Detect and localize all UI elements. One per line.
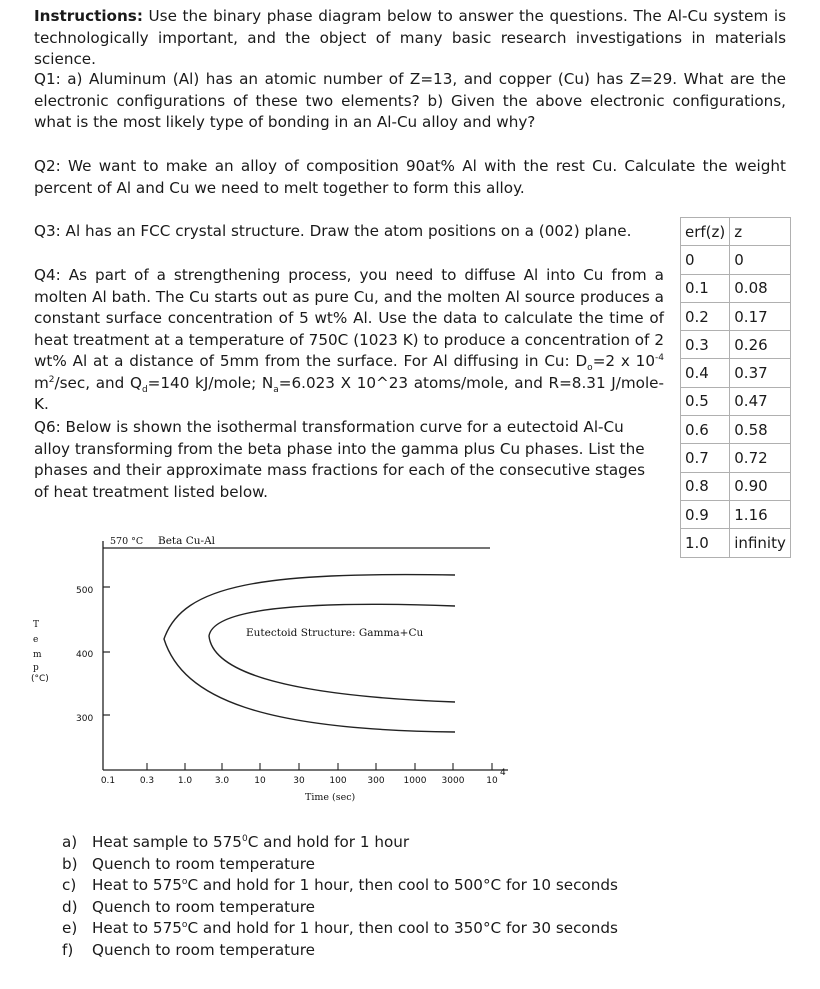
- y-label-m: m: [33, 650, 42, 660]
- z-cell: 0.58: [730, 416, 791, 444]
- heat-treatment-steps: [62, 832, 618, 962]
- step-label: c): [62, 876, 77, 895]
- erf-cell: 0.9: [681, 500, 730, 528]
- z-cell: 0.17: [730, 302, 791, 330]
- erf-table-row: [681, 529, 791, 557]
- question-2: Q2: We want to make an alloy of composition 90at% Al with the rest Cu. Calculate the weight percent of Al and Cu we need to melt together to form this alloy.: [34, 157, 786, 197]
- z-cell: 1.16: [730, 500, 791, 528]
- beta-label: Beta Cu-Al: [158, 535, 216, 547]
- x-tick-label: 10: [254, 776, 266, 786]
- step-item: [62, 897, 618, 919]
- z-cell: 0: [730, 246, 791, 274]
- erf-cell: erf(z): [681, 218, 730, 246]
- erf-table-header: [681, 218, 791, 246]
- instructions-paragraph: [34, 6, 786, 71]
- erf-table: [680, 217, 791, 558]
- y-label-e: e: [33, 635, 39, 645]
- x-tick-label: 1.0: [177, 776, 193, 786]
- step-text: Heat sample to $575^0C$ and hold for 1 hour: [92, 833, 410, 851]
- beta-temp-label: 570 °C: [110, 536, 144, 547]
- erf-table-row: [681, 387, 791, 415]
- step-label: b): [62, 854, 78, 873]
- x-tick-label: 3.0: [214, 776, 230, 786]
- step-text: Heat to 575$^o$C and hold for 1 hour, then cool to 500°C for 10 seconds: [92, 876, 618, 895]
- y-label-unit: (°C): [31, 674, 49, 684]
- erf-cell: 0.1: [681, 274, 730, 302]
- erf-cell: 0.6: [681, 416, 730, 444]
- z-cell: infinity: [730, 529, 791, 557]
- z-cell: 0.47: [730, 387, 791, 415]
- erf-table-row: [681, 500, 791, 528]
- x-tick-label: 300: [367, 776, 385, 786]
- y-label-p: p: [33, 663, 39, 673]
- z-cell: 0.90: [730, 472, 791, 500]
- erf-table-row: [681, 246, 791, 274]
- question-3: Q3: Al has an FCC crystal structure. Draw the atom positions on a (002) plane.: [34, 222, 632, 240]
- y-tick-500: 500: [76, 586, 94, 596]
- x-axis-label: Time (sec): [305, 792, 356, 803]
- x-tick-label: 3000: [441, 776, 465, 786]
- step-item: [62, 875, 618, 897]
- x-tick-label: 100: [329, 776, 347, 786]
- region-label: Eutectoid Structure: Gamma+Cu: [246, 627, 424, 639]
- step-label: a): [62, 833, 78, 851]
- erf-table-row: [681, 359, 791, 387]
- x-tick-label: 0.1: [100, 776, 116, 786]
- erf-table-row: [681, 444, 791, 472]
- step-label: f): [62, 940, 74, 959]
- step-item: [62, 832, 618, 854]
- erf-cell: 0.4: [681, 359, 730, 387]
- erf-table-row: [681, 331, 791, 359]
- step-text: Quench to room temperature: [92, 897, 316, 916]
- x-tick-label: 1000: [403, 776, 427, 786]
- step-text: Heat to 575$^o$C and hold for 1 hour, then cool to 350°C for 30 seconds: [92, 919, 618, 938]
- question-1: Q1: a) Aluminum (Al) has an atomic number of Z=13, and copper (Cu) has Z=29. What are the electronic configurations of these two elements? b) Given the above electronic configurations, what is the most likely type of bonding in an Al-Cu alloy and why?: [34, 70, 786, 131]
- z-cell: 0.26: [730, 331, 791, 359]
- step-item: [62, 940, 618, 962]
- isothermal-transformation-diagram: [33, 524, 513, 814]
- question-6: Q6: Below is shown the isothermal transformation curve for a eutectoid Al-Cu alloy transforming from the beta phase into the gamma plus Cu phases. List the phases and their approximate mass fractions for each of the consecutive stages of heat treatment listed below.: [34, 418, 646, 501]
- x-tick-label: 10: [486, 776, 498, 786]
- question-4: Q4: As part of a strengthening process, you need to diffuse Al into Cu from a molten Al bath. The Cu starts out as pure Cu, and the molten Al source produces a constant surface concentration of 5 wt% Al. Use the data to calculate the time of heat treatment at a temperature of 750C (1023 K) to produce a concentration of 2 wt% Al at a distance of 5mm from the surface. For Al diffusing in Cu: $D_o=2$ x $10^{-4}$ $m^2/\sec$, and $Q_d=140$ kJ/mole; $N_a=6.023$ X 10^23 atoms/mole, and R=8.31 J/mole-K.: [34, 266, 665, 413]
- z-cell: 0.37: [730, 359, 791, 387]
- erf-cell: 1.0: [681, 529, 730, 557]
- y-label-T: T: [33, 620, 40, 630]
- erf-table-row: [681, 472, 791, 500]
- erf-table-row: [681, 274, 791, 302]
- step-text: Quench to room temperature: [92, 940, 316, 959]
- erf-cell: 0.8: [681, 472, 730, 500]
- erf-cell: 0: [681, 246, 730, 274]
- step-label: e): [62, 919, 78, 938]
- step-item: [62, 854, 618, 876]
- x-tick-exp: 4: [500, 768, 506, 778]
- erf-table-row: [681, 302, 791, 330]
- x-tick-label: 0.3: [139, 776, 155, 786]
- erf-table-row: [681, 416, 791, 444]
- x-tick-label: 30: [293, 776, 305, 786]
- z-cell: 0.08: [730, 274, 791, 302]
- erf-cell: 0.2: [681, 302, 730, 330]
- step-label: d): [62, 897, 78, 916]
- erf-cell: 0.3: [681, 331, 730, 359]
- y-tick-300: 300: [76, 714, 94, 724]
- instructions-text: Use the binary phase diagram below to answer the questions. The Al-Cu system is technologically important, and the object of many basic research investigations in materials science.: [34, 7, 787, 68]
- erf-cell: 0.5: [681, 387, 730, 415]
- z-cell: z: [730, 218, 791, 246]
- instructions-heading: Instructions:: [34, 7, 143, 25]
- erf-cell: 0.7: [681, 444, 730, 472]
- z-cell: 0.72: [730, 444, 791, 472]
- y-tick-400: 400: [76, 650, 94, 660]
- step-item: [62, 918, 618, 940]
- step-text: Quench to room temperature: [92, 854, 316, 873]
